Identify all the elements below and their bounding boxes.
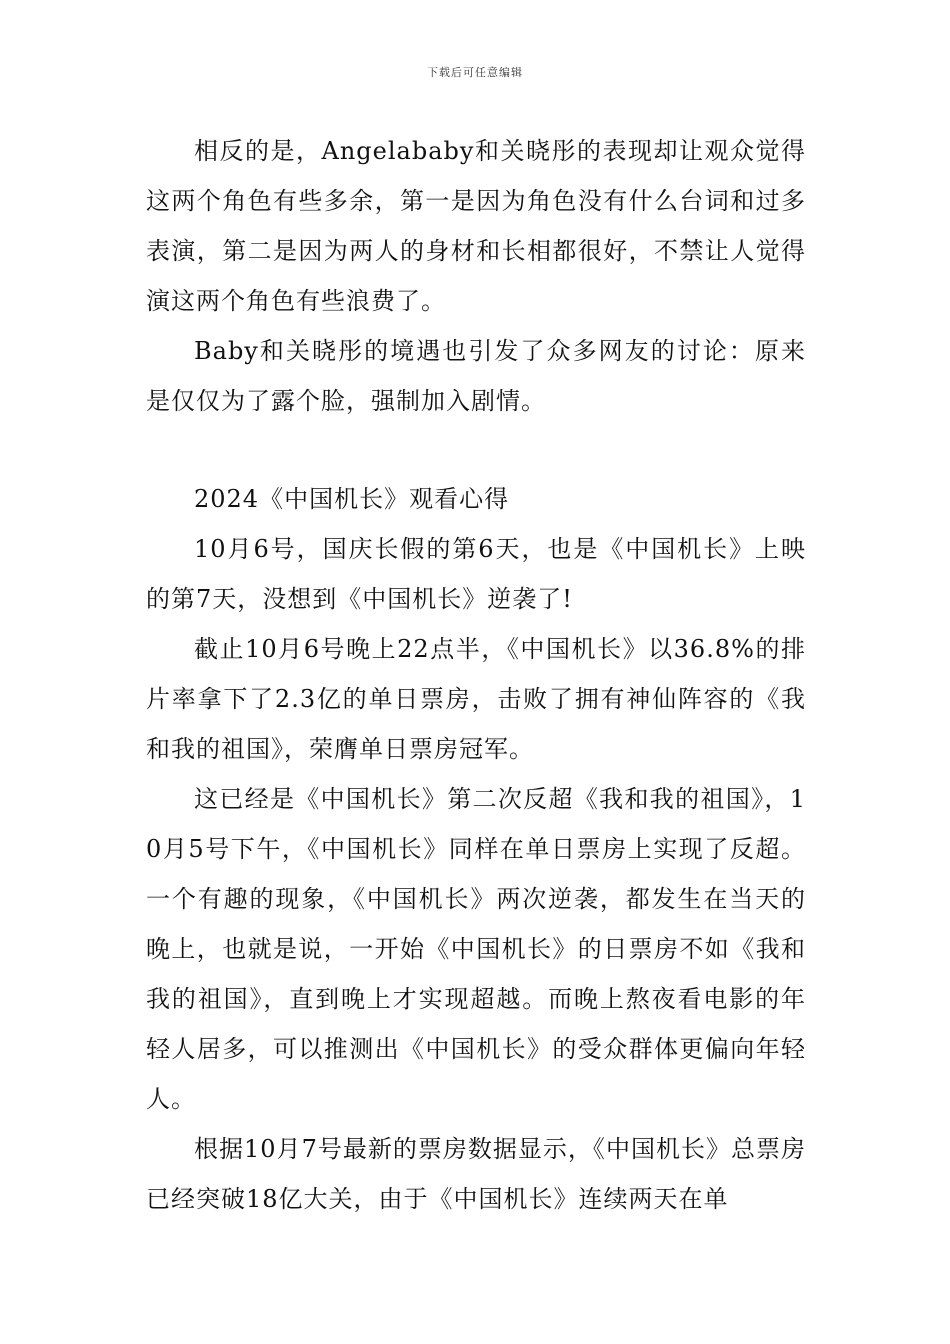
paragraph-1: 相反的是，Angelababy和关晓彤的表现却让观众觉得这两个角色有些多余，第一是因为角色没有什么台词和过多表演，第二是因为两人的身材和长相都很好，不禁让人觉得演这两个角色有些浪费了。 bbox=[146, 137, 806, 315]
paragraph-5: 这已经是《中国机长》第二次反超《我和我的祖国》，10月5号下午，《中国机长》同样在单日票房上实现了反超。一个有趣的现象，《中国机长》两次逆袭，都发生在当天的晚上，也就是说，一开始《中国机长》的日票房不如《我和我的祖国》，直到晚上才实现超越。而晚上熬夜看电影的年轻人居多，可以推测出《中国机长》的受众群体更偏向年轻人。 bbox=[146, 785, 806, 1113]
page-header-note: 下载后可任意编辑 bbox=[427, 66, 523, 79]
paragraph-4: 截止10月6号晚上22点半，《中国机长》以36.8%的排片率拿下了2.3亿的单日票房，击败了拥有神仙阵容的《我和我的祖国》，荣膺单日票房冠军。 bbox=[146, 635, 806, 763]
paragraph-gap bbox=[146, 426, 806, 474]
paragraph-2: Baby和关晓彤的境遇也引发了众多网友的讨论：原来是仅仅为了露个脸，强制加入剧情。 bbox=[146, 337, 806, 415]
paragraph-3: 10月6号，国庆长假的第6天，也是《中国机长》上映的第7天，没想到《中国机长》逆袭了! bbox=[146, 535, 806, 613]
section-title: 2024《中国机长》观看心得 bbox=[194, 485, 510, 513]
document-body bbox=[146, 126, 806, 1224]
paragraph-6: 根据10月7号最新的票房数据显示，《中国机长》总票房已经突破18亿大关，由于《中国机长》连续两天在单 bbox=[146, 1135, 806, 1213]
